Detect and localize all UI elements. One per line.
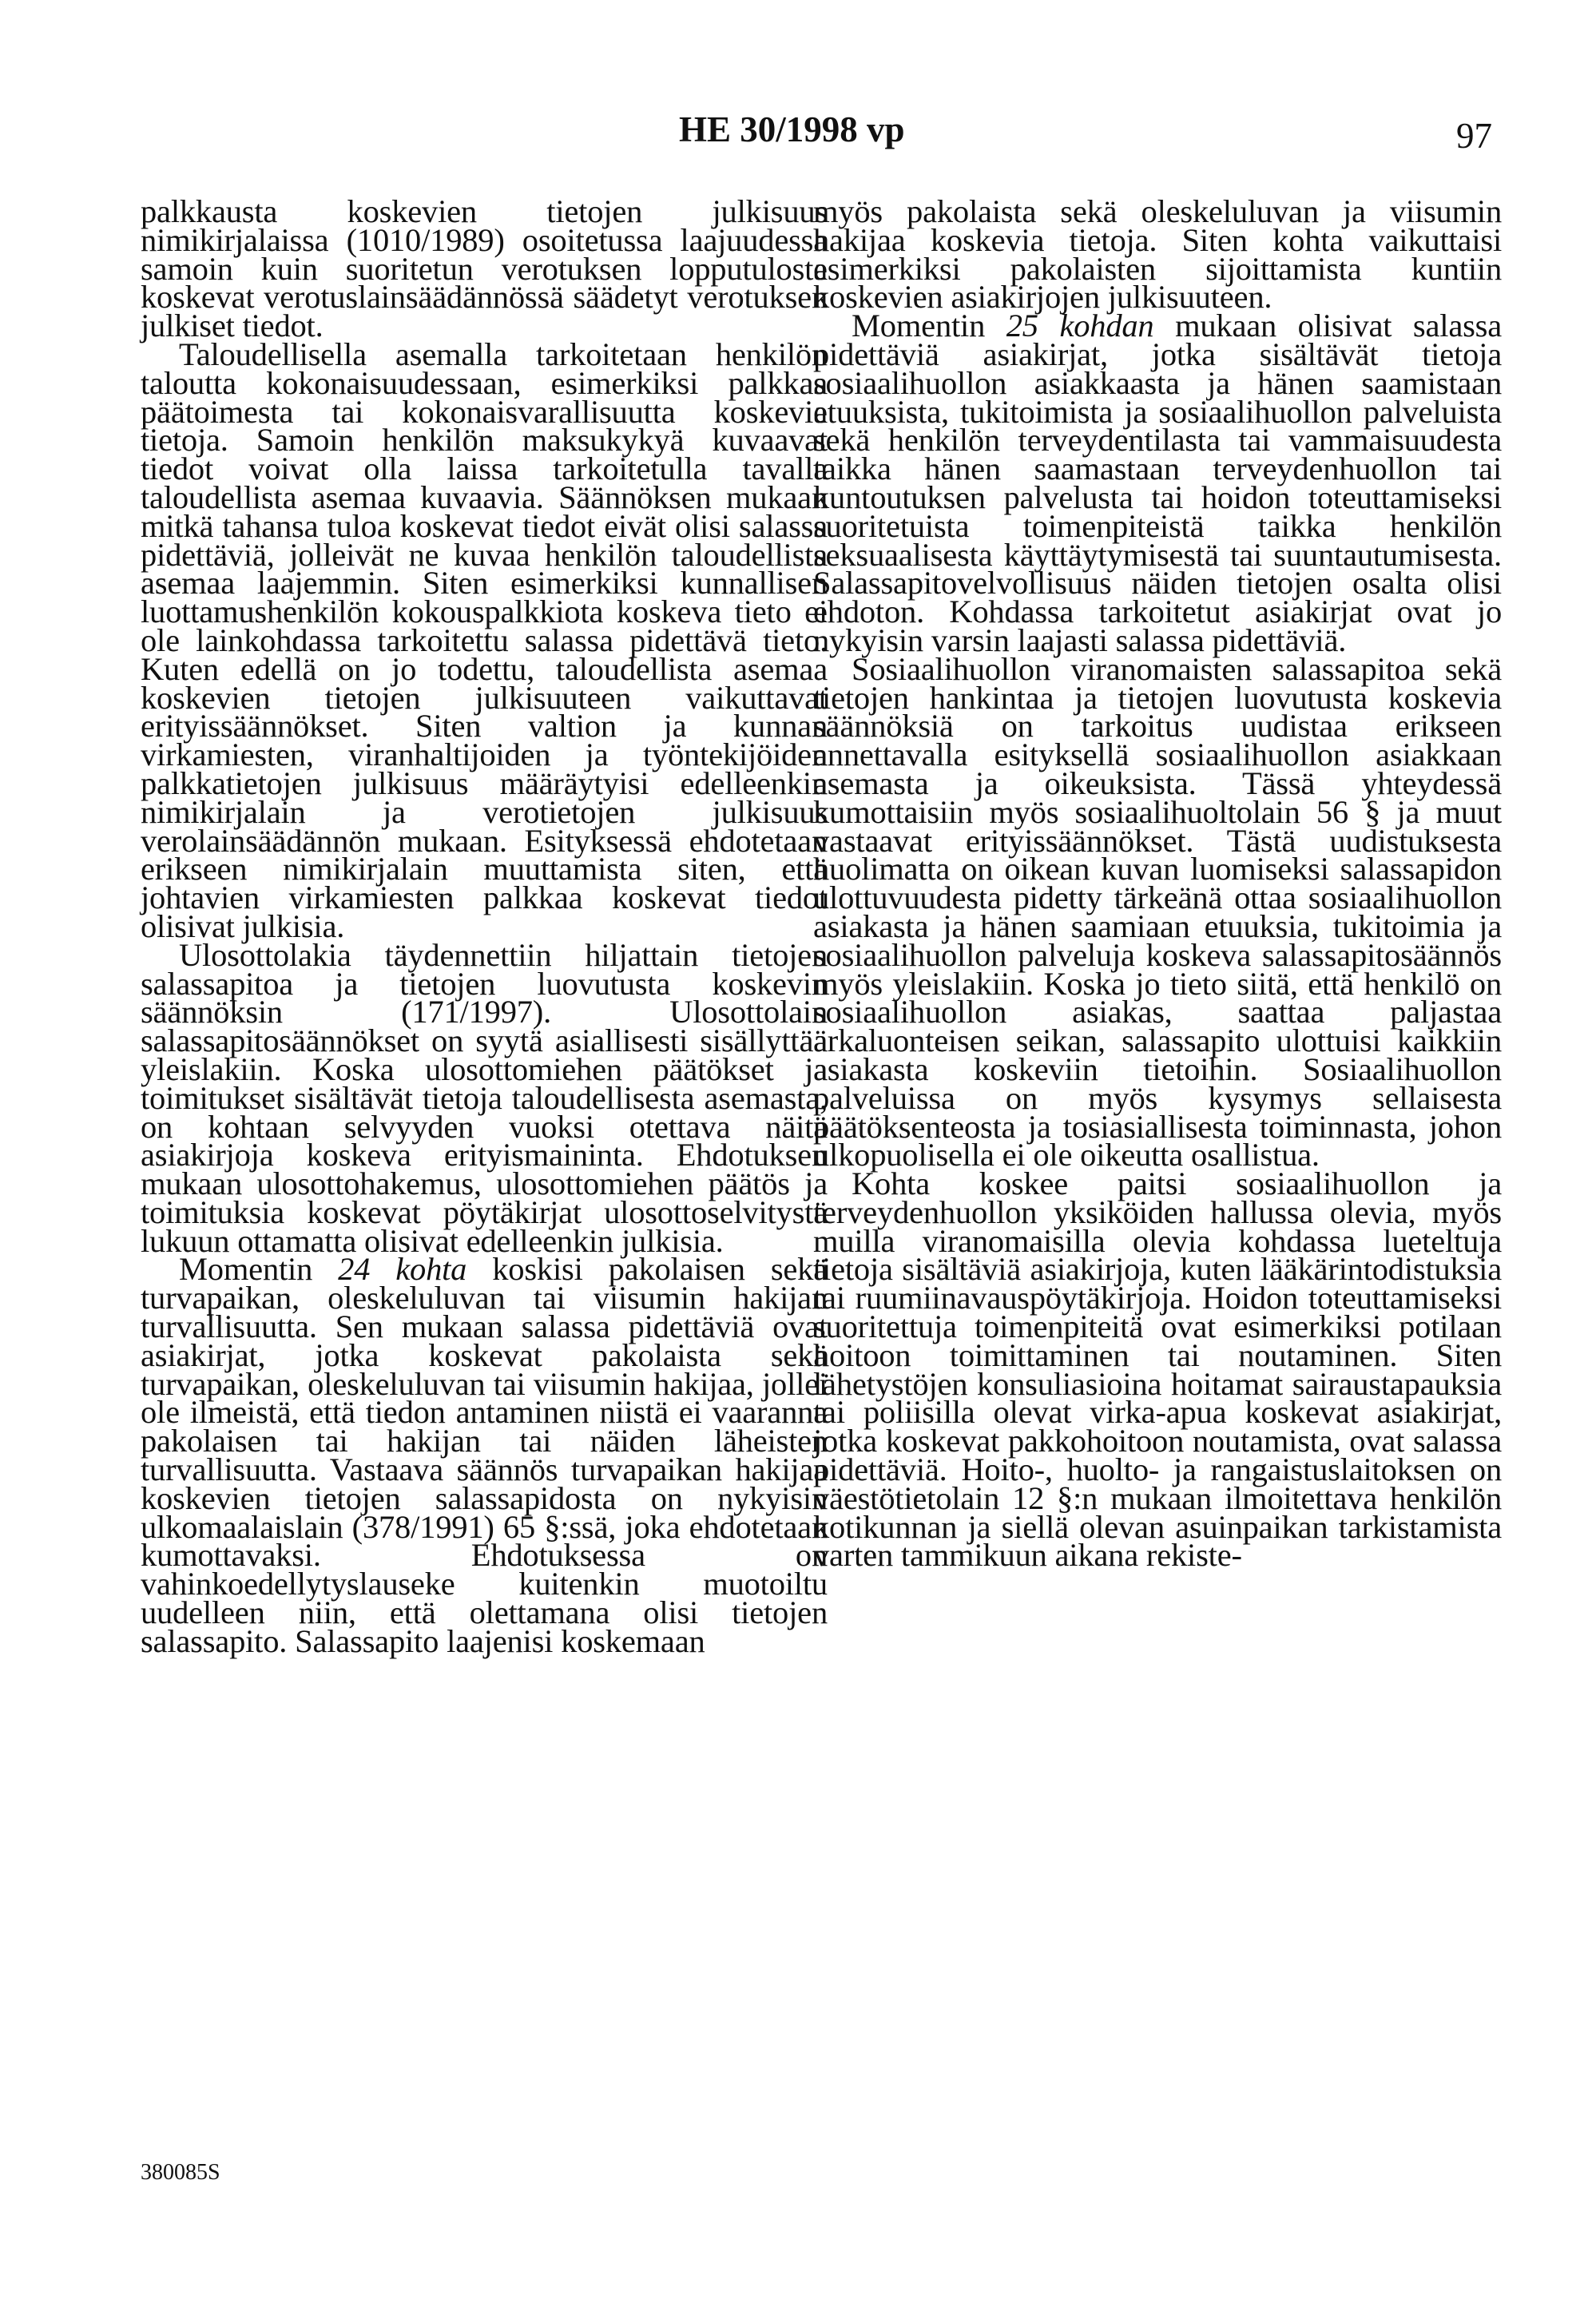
paragraph-body: koskisi pakolaisen sekä turvapaikan, oleskeluluvan tai viisumin hakijan turvallisuutta. Sen mukaan salassa pidettäviä ovat asiakirjat, jotka koskevat pakolaista sekä turvapaikan, oleskeluluvan tai viisumin hakijaa, jollei ole ilmeistä, että tiedon antaminen niistä ei vaaranna pakolaisen tai hakijan tai näiden läheisten turvallisuutta. Vastaava säännös turvapaikan hakijaa koskevien tietojen salassapidosta on nykyisin ulkomaalaislain (378/1991) 65 §:ssä, joka ehdotetaan kumottavaksi. Ehdotuksessa on vahinkoedellytyslauseke kuitenkin muotoiltu uudelleen niin, että olettamana olisi tietojen salassapito. Salassapito laajenisi koskemaan [141, 1251, 828, 1659]
paragraph: Taloudellisella asemalla tarkoitetaan henkilön taloutta kokonaisuudessaan, esimerkiksi palkkaa päätoimesta tai kokonaisvarallisuutta koskevia tietoja. Samoin henkilön maksukykyä kuvaavat tiedot voivat olla laissa tarkoitetulla tavalla taloudellista asemaa kuvaavia. Säännöksen mukaan mitkä tahansa tuloa koskevat tiedot eivät olisi salassa pidettäviä, jolleivät ne kuvaa henkilön taloudellista asemaa laajemmin. Siten esimerkiksi kunnallisen luottamushenkilön kokouspalkkiota koskeva tieto ei ole lainkohdassa tarkoitettu salassa pidettävä tieto. Kuten edellä on jo todettu, taloudellista asemaa koskevien tietojen julkisuuteen vaikuttavat erityissäännökset. Siten valtion ja kunnan virkamiesten, viranhaltijoiden ja työntekijöiden palkkatietojen julkisuus määräytyisi edelleenkin nimikirjalain ja verotietojen julkisuus verolainsäädännön mukaan. Esityksessä ehdotetaan erikseen nimikirjalain muuttamista siten, että johtavien virkamiesten palkkaa koskevat tiedot olisivat julkisia. [141, 336, 828, 944]
paragraph: Ulosottolakia täydennettiin hiljattain tietojen salassapitoa ja tietojen luovutusta koskevin säännöksin (171/1997). Ulosottolain salassapitosäännökset on syytä asiallisesti sisällyttää yleislakiin. Koska ulosottomiehen päätökset ja toimitukset sisältävät tietoja taloudellisesta asemasta, on kohtaan selvyyden vuoksi otettava näitä asiakirjoja koskeva erityismaininta. Ehdotuksen mukaan ulosottohakemus, ulosottomiehen päätös ja toimituksia koskevat pöytäkirjat ulosottoselvitystä lukuun ottamatta olisivat edelleenkin julkisia. [141, 936, 828, 1259]
page-number: 97 [1456, 116, 1492, 156]
left-column [141, 193, 828, 1659]
paragraph-lead: Momentin [852, 308, 1006, 344]
paragraph: Sosiaalihuollon viranomaisten salassapitoa sekä tietojen hankintaa ja tietojen luovutusta koskevia säännöksiä on tarkoitus uudistaa erikseen annettavalla esityksellä sosiaalihuollon asiakkaan asemasta ja oikeuksista. Tässä yhteydessä kumottaisiin myös sosiaalihuoltolain 56 § ja muut vastaavat erityissäännökset. Tästä uudistuksesta huolimatta on oikean kuvan luomiseksi salassapidon ulottuvuudesta pidetty tärkeänä ottaa sosiaalihuollon asiakasta ja hänen saamiaan etuuksia, tukitoimia ja sosiaalihuollon palveluja koskeva salassapitosäännös myös yleislakiin. Koska jo tieto siitä, että henkilö on sosiaalihuollon asiakas, saattaa paljastaa arkaluonteisen seikan, salassapito ulottuisi kaikkiin asiakasta koskeviin tietoihin. Sosiaalihuollon palveluissa on myös kysymys sellaisesta päätöksenteosta ja tosiasiallisesta toiminnasta, johon ulkopuolisella ei ole oikeutta osallistua. [813, 650, 1502, 1173]
emphasis-term: 24 kohta [338, 1251, 467, 1288]
paragraph [141, 1251, 828, 1659]
right-column [813, 193, 1502, 1574]
paragraph [813, 308, 1502, 658]
paragraph-body: mukaan olisivat salassa pidettäviä asiakirjat, jotka sisältävät tietoja sosiaalihuollon asiakkaasta ja hänen saamistaan etuuksista, tukitoimista ja sosiaalihuollon palveluista sekä henkilön terveydentilasta tai vammaisuudesta taikka hänen saamastaan terveydenhuollon tai kuntoutuksen palvelusta tai hoidon toteuttamiseksi suoritetuista toimenpiteistä taikka henkilön seksuaalisesta käyttäytymisestä tai suuntautumisesta. Salassapitovelvollisuus näiden tietojen osalta olisi ehdoton. Kohdassa tarkoitetut asiakirjat ovat jo nykyisin varsin laajasti salassa pidettäviä. [813, 308, 1502, 658]
paragraph-lead: Momentin [179, 1251, 339, 1288]
paragraph: palkkausta koskevien tietojen julkisuus nimikirjalaissa (1010/1989) osoitetussa laajuudessa samoin kuin suoritetun verotuksen lopputulosta koskevat verotuslainsäädännössä säädetyt verotuksen julkiset tiedot. [141, 193, 828, 344]
paragraph: myös pakolaista sekä oleskeluluvan ja viisumin hakijaa koskevia tietoja. Siten kohta vaikuttaisi esimerkiksi pakolaisten sijoittamista kuntiin koskevien asiakirjojen julkisuuteen. [813, 193, 1502, 316]
running-header: HE 30/1998 vp [679, 109, 905, 149]
print-code: 380085S [141, 2160, 220, 2185]
emphasis-term: 25 kohdan [1006, 308, 1154, 344]
paragraph: Kohta koskee paitsi sosiaalihuollon ja terveydenhuollon yksiköiden hallussa olevia, myös muilla viranomaisilla olevia kohdassa lueteltuja tietoja sisältäviä asiakirjoja, kuten lääkärintodistuksia tai ruumiinavauspöytäkirjoja. Hoidon toteuttamiseksi suoritettuja toimenpiteitä ovat esimerkiksi potilaan hoitoon toimittaminen tai noutaminen. Siten lähetystöjen konsuliasioina hoitamat sairaustapauksia tai poliisilla olevat virka-apua koskevat asiakirjat, jotka koskevat pakkohoitoon noutamista, ovat salassa pidettäviä. Hoito-, huolto- ja rangaistuslaitoksen on väestötietolain 12 §:n mukaan ilmoitettava henkilön kotikunnan ja siellä olevan asuinpaikan tarkistamista varten tammikuun aikana rekiste- [813, 1165, 1502, 1574]
